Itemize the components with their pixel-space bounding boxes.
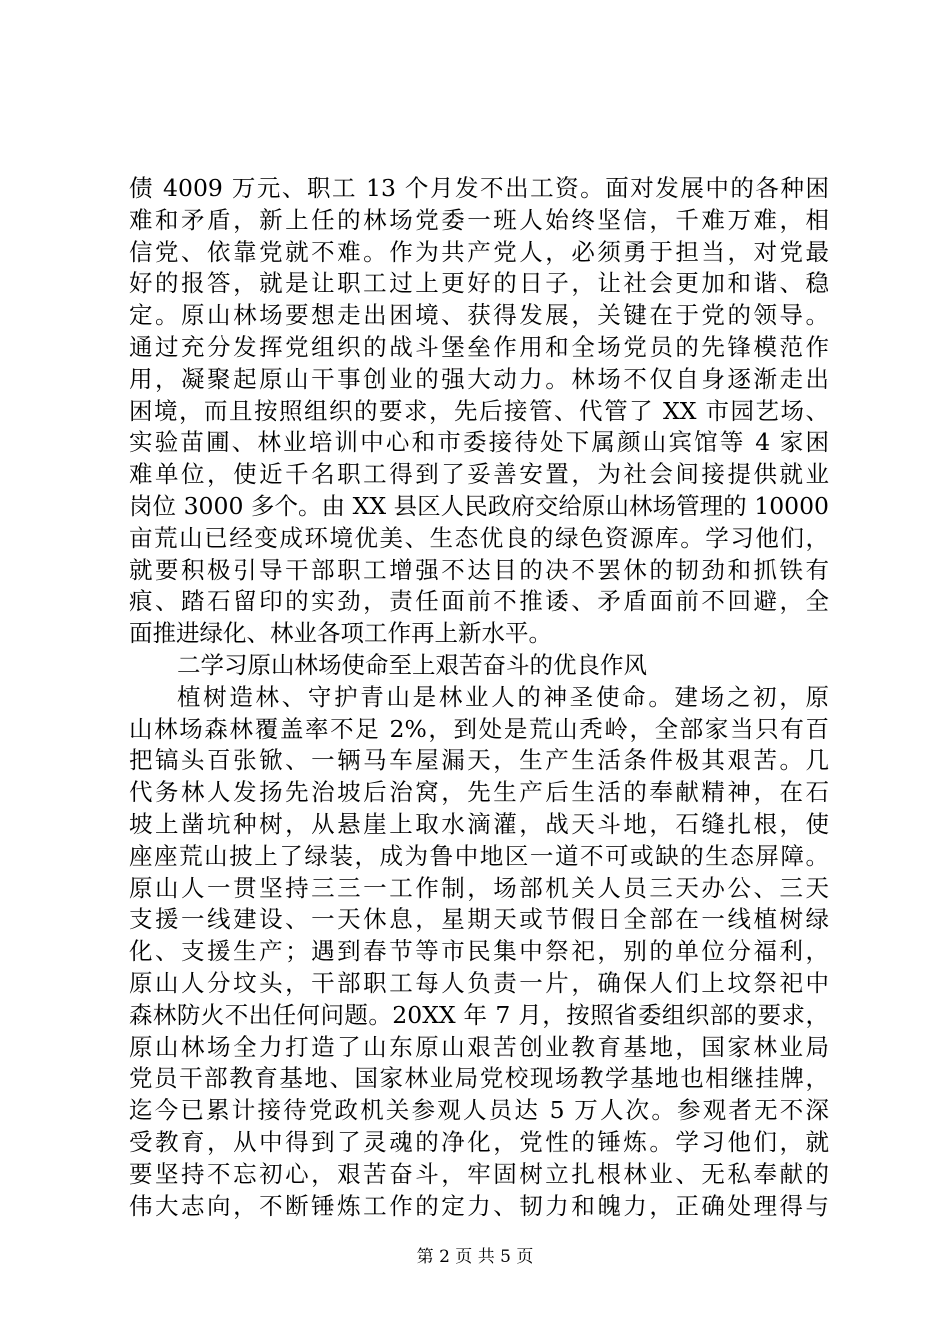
paragraph-1-line: 难和矛盾，新上任的林场党委一班人始终坚信，千难万难，相 [129, 205, 829, 234]
paragraph-1-line: 岗位 3000 多个。由 XX 县区人民政府交给原山林场管理的 10000 [129, 491, 829, 520]
paragraph-1-line: 困境，而且按照组织的要求，先后接管、代管了 XX 市园艺场、 [129, 396, 829, 425]
page-indicator: 第 2 页 共 5 页 [416, 1247, 534, 1267]
paragraph-1-line: 债 4009 万元、职工 13 个月发不出工资。面对发展中的各种困 [129, 174, 829, 202]
paragraph-2-line: 把镐头百张锨、一辆马车屋漏天，生产生活条件极其艰苦。几 [129, 746, 829, 775]
paragraph-2-line: 迄今已累计接待党政机关参观人员达 5 万人次。参观者无不深 [129, 1096, 829, 1125]
paragraph-2-line: 化、支援生产；遇到春节等市民集中祭祀，别的单位分福利， [129, 937, 829, 966]
paragraph-1-line: 好的报答，就是让职工过上更好的日子，让社会更加和谐、稳 [129, 269, 829, 298]
paragraph-1-line: 用，凝聚起原山干事创业的强大动力。林场不仅自身逐渐走出 [129, 364, 829, 393]
document-body [129, 173, 829, 1222]
paragraph-2-line: 支援一线建设、一天休息，星期天或节假日全部在一线植树绿 [129, 905, 829, 934]
paragraph-2-line: 受教育，从中得到了灵魂的净化，党性的锤炼。学习他们，就 [129, 1127, 829, 1156]
paragraph-2-line: 代务林人发扬先治坡后治窝，先生产后生活的奉献精神，在石 [129, 778, 829, 807]
paragraph-2-line: 伟大志向，不断锤炼工作的定力、韧力和魄力，正确处理得与 [129, 1191, 829, 1220]
paragraph-2-line: 坡上凿坑种树，从悬崖上取水滴灌，战天斗地，石缝扎根，使 [129, 809, 829, 838]
paragraph-1-line: 信党、依靠党就不难。作为共产党人，必须勇于担当，对党最 [129, 237, 829, 266]
paragraph-2-line: 森林防火不出任何问题。20XX 年 7 月，按照省委组织部的要求， [129, 1000, 829, 1029]
paragraph-2-line: 要坚持不忘初心，艰苦奋斗，牢固树立扎根林业、无私奉献的 [129, 1159, 829, 1188]
paragraph-2-line: 党员干部教育基地、国家林业局党校现场教学基地也相继挂牌， [129, 1064, 829, 1093]
paragraph-1-line: 定。原山林场要想走出困境、获得发展，关键在于党的领导。 [129, 301, 829, 330]
paragraph-2-line: 原山人一贯坚持三三一工作制，场部机关人员三天办公、三天 [129, 873, 829, 902]
paragraph-2-line: 原山林场全力打造了山东原山艰苦创业教育基地，国家林业局 [129, 1032, 829, 1061]
paragraph-1-line: 亩荒山已经变成环境优美、生态优良的绿色资源库。学习他们， [129, 523, 829, 552]
paragraph-1-line: 难单位，使近千名职工得到了妥善安置，为社会间接提供就业 [129, 460, 829, 489]
paragraph-1-line: 痕、踏石留印的实劲，责任面前不推诿、矛盾面前不回避，全 [129, 587, 829, 616]
paragraph-1-line: 通过充分发挥党组织的战斗堡垒作用和全场党员的先锋模范作 [129, 332, 829, 361]
paragraph-1-line: 面推进绿化、林业各项工作再上新水平。 [129, 619, 552, 648]
paragraph-1-line: 实验苗圃、林业培训中心和市委接待处下属颜山宾馆等 4 家困 [129, 428, 829, 457]
paragraph-2-line: 原山人分坟头，干部职工每人负责一片，确保人们上坟祭祀中 [129, 968, 829, 997]
section-heading: 二学习原山林场使命至上艰苦奋斗的优良作风 [177, 650, 647, 679]
paragraph-2-line: 山林场森林覆盖率不足 2%，到处是荒山秃岭，全部家当只有百 [129, 714, 829, 743]
paragraph-2-line: 座座荒山披上了绿装，成为鲁中地区一道不可或缺的生态屏障。 [129, 841, 829, 870]
paragraph-2-line: 植树造林、守护青山是林业人的神圣使命。建场之初，原 [177, 682, 829, 711]
paragraph-1-line: 就要积极引导干部职工增强不达目的决不罢休的韧劲和抓铁有 [129, 555, 829, 584]
